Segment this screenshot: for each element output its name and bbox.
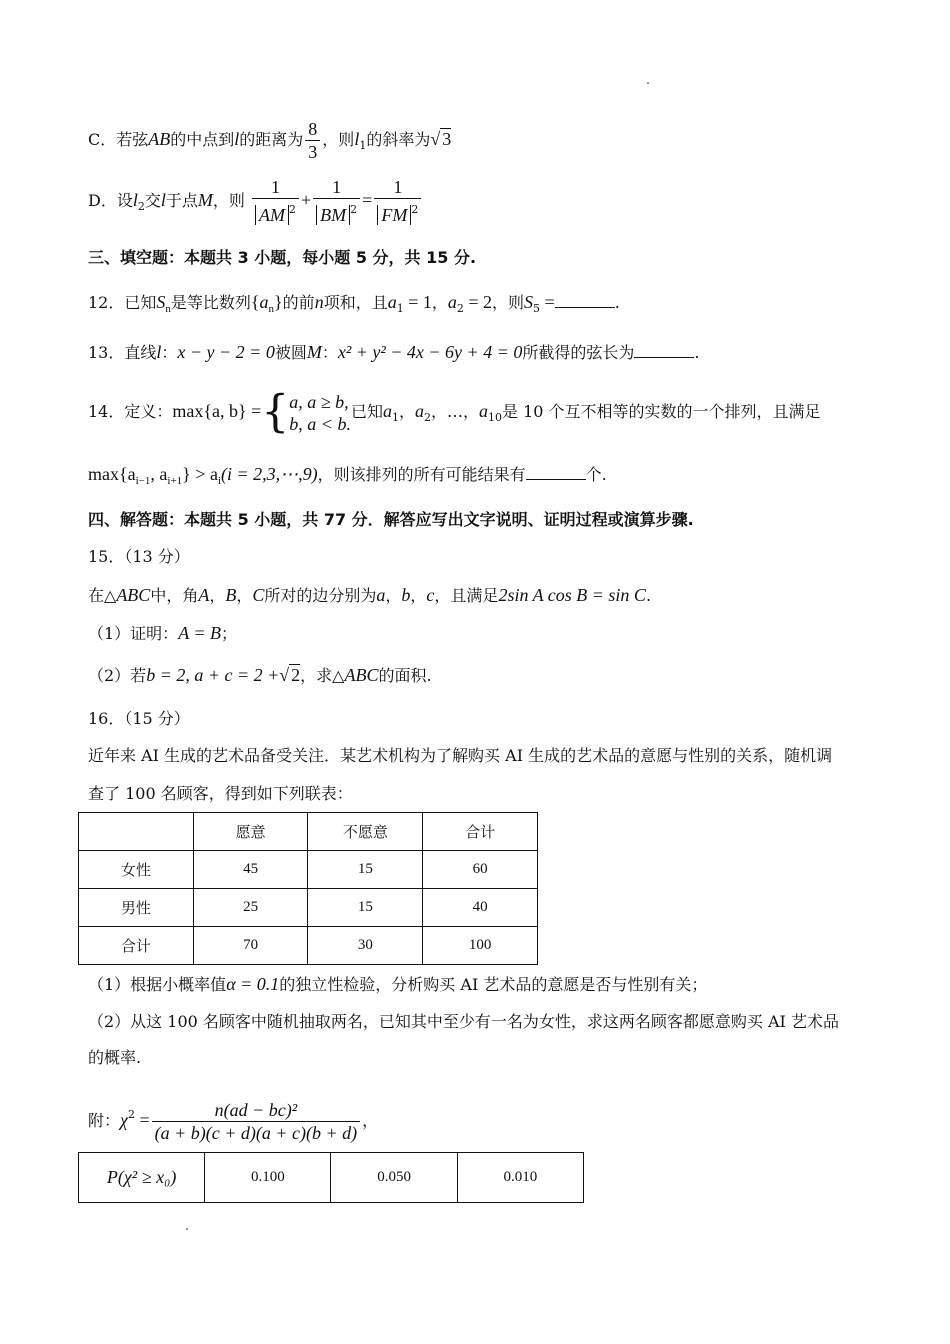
question-12: 12．已知$S_n$是等比数列$\{a_n\}$的前n项和，且$a_1 = 1$，$a_2 = 2$，则$S_5$ = . — [88, 292, 620, 315]
fraction-fm: $\frac{1}{FM ^2}$ — [374, 176, 421, 227]
question-16-part-2-line-2: 的概率. — [88, 1048, 142, 1067]
chi-square-formula: 附：$\chi^2$ = $\frac{\text{n(ad − bc)²}}{(a + b)(c + d)(a + c)(b + d)}$ ， — [88, 1100, 379, 1143]
scan-dot — [647, 82, 649, 84]
question-16-stem-1: 近年来 AI 生成的艺术品备受关注．某艺术机构为了解购买 AI 生成的艺术品的意愿与性别的关系，随机调 — [88, 746, 833, 765]
answer-blank[interactable] — [634, 341, 694, 358]
question-15-part-2: （2）若b = 2, a + c = 2 +√ 2，求△ABC的面积. — [88, 665, 432, 685]
question-15-stem: 在△ABC中，角A，B，C所对的边分别为a，b，c，且满足2sin A cos B = sin C. — [88, 585, 652, 605]
fraction-bm: $\frac{1}{BM ^2}$ — [313, 176, 360, 227]
question-14-condition: $\max\{a_{i-1}$, $a_{i+1}\} > a_i(i$ = 2,3,⋯,9)，则该排列的所有可能结果有 个. — [88, 464, 607, 487]
question-15-part-1: （1）证明：A = B； — [88, 623, 238, 643]
table-row: P(χ² ≥ x₀) 0.100 0.050 0.010 — [79, 1153, 584, 1203]
contingency-table — [78, 812, 538, 965]
question-16-header: 16．（15 分） — [88, 709, 190, 728]
section-3-title: 三、填空题：本题共 3 小题，每小题 5 分，共 15 分. — [88, 248, 477, 267]
question-13: 13．直线l：x − y − 2 = 0被圆M：x² + y² − 4x − 6y + 4 = 0所截得的弦长为 . — [88, 342, 700, 362]
chi-square-fraction: $\frac{\text{n(ad − bc)²}}{(a + b)(c + d)(a + c)(b + d)}$ — [152, 1099, 361, 1144]
table-header-cell: 合计 — [423, 813, 538, 851]
answer-blank[interactable] — [555, 291, 615, 308]
table-row: 女性 45 15 60 — [79, 851, 538, 889]
table-header-cell: 不愿意 — [308, 813, 423, 851]
fraction-am: $\frac{1}{AM ^2}$ — [252, 176, 299, 227]
probability-table — [78, 1152, 584, 1203]
scan-dot — [186, 1228, 188, 1230]
piecewise-cases: a, a ≥ b, b, a < b. — [289, 391, 351, 434]
option-c: C．若弦AB的中点到l的距离为 $\frac{8}{3}$ ，则$l_1$的斜率为√ 3 — [88, 119, 452, 162]
question-14: 14．定义：max{a, b} ={ a, a ≥ b, b, a < b. 已知$a_1$，$a_2$，…，$a_{10}$是 10 个互不相等的实数的一个排列，且满足 — [88, 386, 821, 438]
section-4-title: 四、解答题：本题共 5 小题，共 77 分．解答应写出文字说明、证明过程或演算步骤. — [88, 510, 694, 529]
sqrt-sign: √ — [430, 129, 441, 149]
question-16-stem-2: 查了 100 名顾客，得到如下列联表： — [88, 784, 353, 803]
table-header-cell — [79, 813, 194, 851]
question-16-part-1: （1）根据小概率值α = 0.1的独立性检验，分析购买 AI 艺术品的意愿是否与性别有关； — [88, 974, 708, 994]
fraction-8-3: $\frac{8}{3}$ — [305, 118, 320, 163]
table-row: 合计 70 30 100 — [79, 927, 538, 965]
answer-blank[interactable] — [526, 463, 586, 480]
table-row: 男性 25 15 40 — [79, 889, 538, 927]
table-header-cell: 愿意 — [193, 813, 308, 851]
question-16-part-2-line-1: （2）从这 100 名顾客中随机抽取两名，已知其中至少有一名为女性，求这两名顾客都愿意购买 AI 艺术品 — [88, 1012, 839, 1031]
option-d: D．设$l_2$交l于点M，则 $\frac{1}{AM ^2}$ + $\frac{1}{BM ^2}$ = $\frac{1}{FM ^2}$ — [88, 176, 423, 227]
question-15-header: 15．（13 分） — [88, 547, 190, 566]
